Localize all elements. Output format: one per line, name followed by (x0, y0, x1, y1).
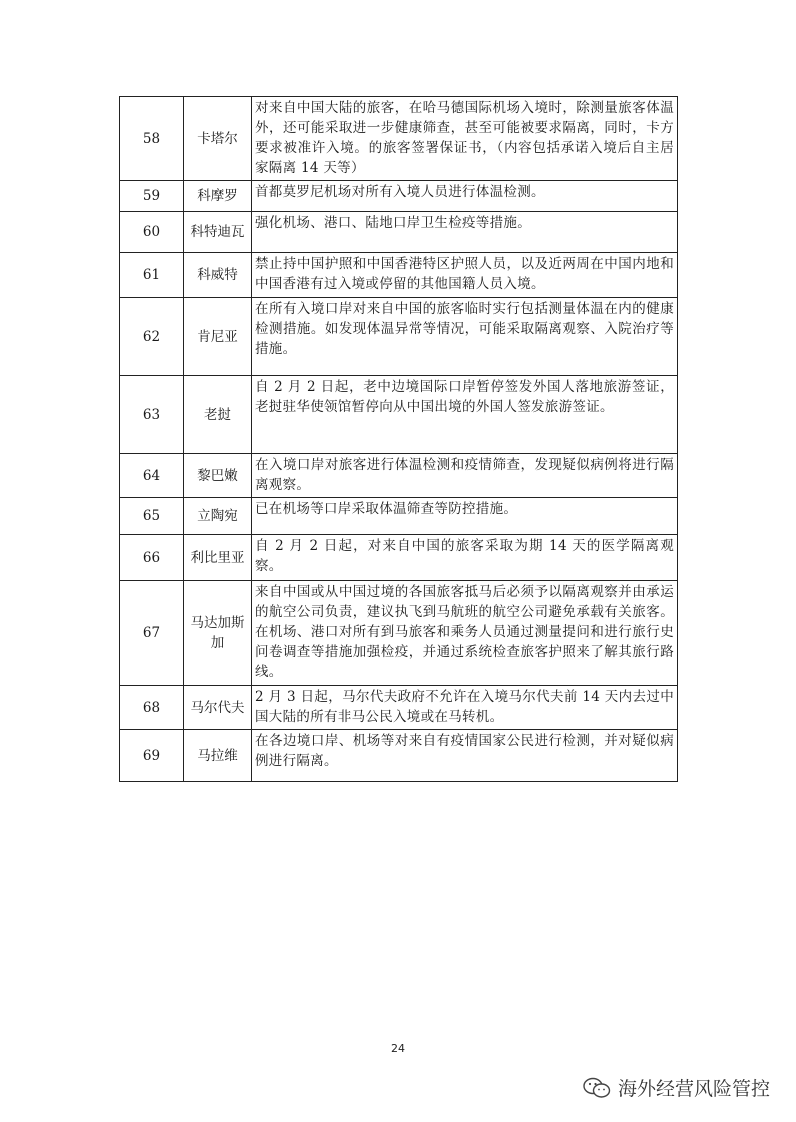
row-number: 65 (120, 498, 184, 535)
row-number: 58 (120, 97, 184, 181)
country-name: 黎巴嫩 (184, 454, 252, 498)
table-row (120, 97, 678, 181)
country-name: 卡塔尔 (184, 97, 252, 181)
table-row (120, 376, 678, 454)
measure-text: 强化机场、港口、陆地口岸卫生检疫等措施。 (252, 212, 678, 253)
row-number: 66 (120, 535, 184, 581)
table-row (120, 686, 678, 730)
country-name: 马达加斯加 (184, 581, 252, 686)
country-name: 利比里亚 (184, 535, 252, 581)
table-row (120, 730, 678, 782)
country-name: 马拉维 (184, 730, 252, 782)
table-row (120, 298, 678, 376)
measure-text: 禁止持中国护照和中国香港特区护照人员，以及近两周在中国内地和中国香港有过入境或停留的其他国籍人员入境。 (252, 253, 678, 298)
table-row (120, 212, 678, 253)
country-name: 肯尼亚 (184, 298, 252, 376)
country-name: 科威特 (184, 253, 252, 298)
country-name: 马尔代夫 (184, 686, 252, 730)
measure-text: 自 2 月 2 日起，老中边境国际口岸暂停签发外国人落地旅游签证，老挝驻华使领馆暂停向从中国出境的外国人签发旅游签证。 (252, 376, 678, 454)
table-row (120, 181, 678, 212)
row-number: 64 (120, 454, 184, 498)
footer-brand (582, 1074, 770, 1101)
measure-text: 首都莫罗尼机场对所有入境人员进行体温检测。 (252, 181, 678, 212)
row-number: 69 (120, 730, 184, 782)
row-number: 62 (120, 298, 184, 376)
table-row (120, 498, 678, 535)
country-name: 科特迪瓦 (184, 212, 252, 253)
measure-text: 自 2 月 2 日起，对来自中国的旅客采取为期 14 天的医学隔离观察。 (252, 535, 678, 581)
row-number: 67 (120, 581, 184, 686)
row-number: 60 (120, 212, 184, 253)
measure-text: 来自中国或从中国过境的各国旅客抵马后必须予以隔离观察并由承运的航空公司负责，建议执飞到马航班的航空公司避免承载有关旅客。在机场、港口对所有到马旅客和乘务人员通过测量提问和进行旅行史问卷调查等措施加强检疫，并通过系统检查旅客护照来了解其旅行路线。 (252, 581, 678, 686)
measure-text: 对来自中国大陆的旅客，在哈马德国际机场入境时，除测量旅客体温外，还可能采取进一步健康筛查，甚至可能被要求隔离，同时，卡方要求被准许入境。的旅客签署保证书，（内容包括承诺入境后自主居家隔离 14 天等） (252, 97, 678, 181)
measure-text: 2 月 3 日起，马尔代夫政府不允许在入境马尔代夫前 14 天内去过中国大陆的所有非马公民入境或在马转机。 (252, 686, 678, 730)
country-name: 立陶宛 (184, 498, 252, 535)
row-number: 63 (120, 376, 184, 454)
table-row (120, 253, 678, 298)
country-name: 科摩罗 (184, 181, 252, 212)
measure-text: 在所有入境口岸对来自中国的旅客临时实行包括测量体温在内的健康检测措施。如发现体温异常等情况，可能采取隔离观察、入院治疗等措施。 (252, 298, 678, 376)
measures-table (119, 96, 678, 782)
measure-text: 在入境口岸对旅客进行体温检测和疫情筛查，发现疑似病例将进行隔离观察。 (252, 454, 678, 498)
table-row (120, 581, 678, 686)
table-row (120, 535, 678, 581)
wechat-icon (582, 1076, 612, 1100)
footer-brand-text: 海外经营风险管控 (617, 1078, 770, 1100)
measure-text: 在各边境口岸、机场等对来自有疫情国家公民进行检测，并对疑似病例进行隔离。 (252, 730, 678, 782)
row-number: 68 (120, 686, 184, 730)
page-number: 24 (391, 1042, 405, 1055)
measure-text: 已在机场等口岸采取体温筛查等防控措施。 (252, 498, 678, 535)
country-name: 老挝 (184, 376, 252, 454)
row-number: 59 (120, 181, 184, 212)
table-row (120, 454, 678, 498)
row-number: 61 (120, 253, 184, 298)
